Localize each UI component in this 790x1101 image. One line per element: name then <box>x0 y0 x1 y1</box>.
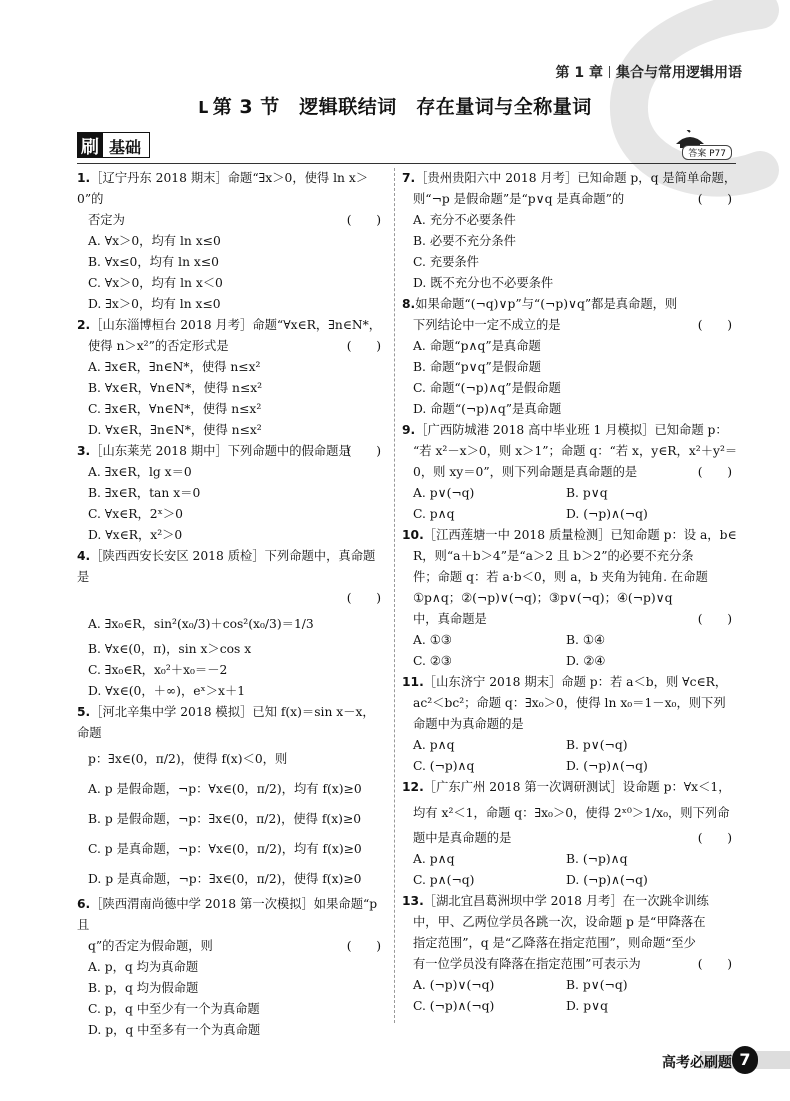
answer-blank: ( ) <box>697 612 732 626</box>
question-1 <box>77 168 387 315</box>
question-5 <box>77 702 387 894</box>
question-number: 12. <box>402 780 424 794</box>
question-text: 0，则 xy＝0”，则下列命题是真命题的是 <box>413 465 638 479</box>
option-c: C. 命题“(¬p)∧q”是假命题 <box>413 381 561 395</box>
option-b: B. (¬p)∧q <box>566 852 628 866</box>
question-text: 题中是真命题的是 <box>413 831 512 845</box>
option-b: B. ∃x∈R，tan x＝0 <box>88 486 201 500</box>
section-title <box>0 92 790 119</box>
question-3 <box>77 441 387 546</box>
section-title-text: 第 3 节 逻辑联结词 存在量词与全称量词 <box>212 96 592 118</box>
question-7 <box>402 168 738 294</box>
option-c: C. 充要条件 <box>413 255 479 269</box>
question-text: ①p∧q；②(¬p)∨(¬q)；③p∨(¬q)；④(¬p)∨q <box>413 591 673 605</box>
question-12 <box>402 777 738 891</box>
question-text: 使得 n＞x²”的否定形式是 <box>88 339 229 353</box>
option-c: C. ∃x₀∈R，x₀²＋x₀＝－2 <box>88 663 228 677</box>
option-c: C. ∀x＞0，均有 ln x＜0 <box>88 276 223 290</box>
question-text: ac²＜bc²；命题 q：∃x₀＞0，使得 ln x₀＝1－x₀，则下列 <box>413 696 726 710</box>
badge-jichu: 基础 <box>103 132 150 158</box>
option-a: A. (¬p)∨(¬q) <box>413 978 495 992</box>
option-c: C. ∃x∈R，∀n∈N*，使得 n≤x² <box>88 402 262 416</box>
option-c: C. ∀x∈R，2ˣ＞0 <box>88 507 183 521</box>
question-text: ［河北辛集中学 2018 模拟］已知 f(x)＝sin x－x，命题 <box>77 705 375 740</box>
question-number: 10. <box>402 528 424 542</box>
option-b: B. p∨(¬q) <box>566 738 628 752</box>
option-d: D. (¬p)∧(¬q) <box>566 507 648 521</box>
option-b: B. p 是假命题，¬p：∃x∈(0，π/2)，使得 f(x)≥0 <box>88 812 362 826</box>
question-6 <box>77 894 387 1041</box>
question-number: 11. <box>402 675 424 689</box>
basics-badge <box>77 132 150 158</box>
option-b: B. p∨q <box>566 486 608 500</box>
answer-blank: ( ) <box>697 957 732 971</box>
chapter-number: 第 1 章 <box>555 65 603 81</box>
question-text: 如果命题“(¬q)∨p”与“(¬p)∨q”都是真命题，则 <box>415 297 678 311</box>
option-b: B. ∀x∈R，∀n∈N*，使得 n≤x² <box>88 381 263 395</box>
option-d: D. ②④ <box>566 654 606 668</box>
page-number: 7 <box>732 1046 758 1074</box>
option-c: C. p，q 中至少有一个为真命题 <box>88 1002 260 1016</box>
question-text: “若 x²－x＞0，则 x＞1”；命题 q：“若 x，y∈R，x²＋y²＝ <box>413 444 738 458</box>
option-c: C. p 是真命题，¬p：∀x∈(0，π/2)，均有 f(x)≥0 <box>88 842 362 856</box>
question-number: 8. <box>402 297 416 311</box>
section-mark-icon: ᒪ <box>198 98 209 117</box>
answer-blank: ( ) <box>346 591 381 605</box>
question-text: 中，甲、乙两位学员各跳一次，设命题 p 是“甲降落在 <box>413 915 706 929</box>
question-text: ［湖北宜昌葛洲坝中学 2018 月考］在一次跳伞训练 <box>423 894 709 908</box>
option-a: A. 充分不必要条件 <box>413 213 516 227</box>
answer-reference <box>642 130 732 160</box>
question-text: p：∃x∈(0，π/2)，使得 f(x)＜0，则 <box>88 752 288 766</box>
question-text: 则“¬p 是假命题”是“p∨q 是真命题”的 <box>413 192 625 206</box>
option-d: D. p，q 中至多有一个为真命题 <box>88 1023 261 1037</box>
option-c: C. p∧q <box>413 507 455 521</box>
question-text: 指定范围”，q 是“乙降落在指定范围”，则命题“至少 <box>413 936 696 950</box>
answer-page-label: 答案 P77 <box>682 145 732 160</box>
question-number: 1. <box>77 171 91 185</box>
right-column <box>402 168 738 1017</box>
option-c: C. (¬p)∧q <box>413 759 475 773</box>
option-d: D. ∀x∈R，∃n∈N*，使得 n≤x² <box>88 423 262 437</box>
option-a: A. p∧q <box>413 738 455 752</box>
option-c: C. p∧(¬q) <box>413 873 475 887</box>
question-text: ［山东济宁 2018 期末］命题 p：若 a＜b，则 ∀c∈R， <box>423 675 728 689</box>
question-text: 命题中为真命题的是 <box>413 717 524 731</box>
answer-blank: ( ) <box>346 444 381 458</box>
question-text: 件；命题 q：若 a·b＜0，则 a，b 夹角为钝角. 在命题 <box>413 570 708 584</box>
option-a: A. ∃x∈R，lg x＝0 <box>88 465 192 479</box>
answer-blank: ( ) <box>346 339 381 353</box>
question-text: ［山东莱芜 2018 期中］下列命题中的假命题是 <box>90 444 351 458</box>
option-d: D. ∀x∈(0，＋∞)，eˣ＞x＋1 <box>88 684 246 698</box>
question-text: ［广东广州 2018 第一次调研测试］设命题 p：∀x＜1， <box>423 780 731 794</box>
question-9 <box>402 420 738 525</box>
question-text: ［广西防城港 2018 高中毕业班 1 月模拟］已知命题 p： <box>415 423 728 437</box>
question-4 <box>77 546 387 702</box>
option-a: A. p∨(¬q) <box>413 486 475 500</box>
option-a: A. 命题“p∧q”是真命题 <box>413 339 541 353</box>
column-divider <box>394 168 395 1023</box>
question-2 <box>77 315 387 441</box>
question-text: q”的否定为假命题，则 <box>88 939 213 953</box>
question-text: 均有 x²＜1，命题 q：∃x₀＞0，使得 2ˣ⁰＞1/x₀，则下列命 <box>413 806 730 820</box>
answer-blank: ( ) <box>697 465 732 479</box>
question-number: 9. <box>402 423 416 437</box>
question-number: 5. <box>77 705 91 719</box>
question-text: 否定为 <box>88 213 125 227</box>
option-b: B. 命题“p∨q”是假命题 <box>413 360 541 374</box>
chapter-title: 集合与常用逻辑用语 <box>616 65 742 81</box>
answer-blank: ( ) <box>697 318 732 332</box>
question-number: 4. <box>77 549 91 563</box>
option-a: A. ①③ <box>413 633 452 647</box>
option-a: A. p∧q <box>413 852 455 866</box>
option-b: B. 必要不充分条件 <box>413 234 516 248</box>
option-d: D. ∃x＞0，均有 ln x≤0 <box>88 297 221 311</box>
option-b: B. p，q 均为假命题 <box>88 981 199 995</box>
badge-shua: 刷 <box>77 132 103 158</box>
option-b: B. ①④ <box>566 633 605 647</box>
option-d: D. p∨q <box>566 999 608 1013</box>
answer-blank: ( ) <box>697 831 732 845</box>
footer-brand: 高考必刷题 <box>662 1055 732 1071</box>
option-d: D. (¬p)∧(¬q) <box>566 873 648 887</box>
question-text: ［贵州贵阳六中 2018 月考］已知命题 p，q 是简单命题， <box>415 171 737 185</box>
question-text: 下列结论中一定不成立的是 <box>413 318 561 332</box>
option-d: D. 既不充分也不必要条件 <box>413 276 554 290</box>
option-a: A. ∀x＞0，均有 ln x≤0 <box>88 234 221 248</box>
question-number: 6. <box>77 897 91 911</box>
option-b: B. ∀x∈(0，π)，sin x＞cos x <box>88 642 252 656</box>
option-d: D. p 是真命题，¬p：∃x∈(0，π/2)，使得 f(x)≥0 <box>88 872 362 886</box>
question-text: ［山东淄博桓台 2018 月考］命题“∀x∈R，∃n∈N*， <box>90 318 382 332</box>
question-13 <box>402 891 738 1017</box>
option-a: A. p，q 均为真命题 <box>88 960 199 974</box>
question-text: ［江西莲塘一中 2018 质量检测］已知命题 p：设 a，b∈ <box>423 528 737 542</box>
question-number: 13. <box>402 894 424 908</box>
question-text: ［辽宁丹东 2018 期末］命题“∃x＞0，使得 ln x＞0”的 <box>77 171 369 206</box>
option-c: C. ②③ <box>413 654 452 668</box>
question-text: ［陕西渭南尚德中学 2018 第一次模拟］如果命题“p 且 <box>77 897 378 932</box>
answer-blank: ( ) <box>697 192 732 206</box>
question-text: 中，真命题是 <box>413 612 487 626</box>
chapter-header <box>556 62 743 82</box>
answer-blank: ( ) <box>346 939 381 953</box>
left-column <box>77 168 387 1041</box>
option-a: A. p 是假命题，¬p：∀x∈(0，π/2)，均有 f(x)≥0 <box>88 782 362 796</box>
question-text: ［陕西西安长安区 2018 质检］下列命题中，真命题是 <box>77 549 376 584</box>
chapter-divider <box>609 66 610 78</box>
option-b: B. ∀x≤0，均有 ln x≤0 <box>88 255 219 269</box>
question-number: 2. <box>77 318 91 332</box>
option-d: D. ∀x∈R，x²＞0 <box>88 528 183 542</box>
question-text: 有一位学员没有降落在指定范围”可表示为 <box>413 957 641 971</box>
question-number: 3. <box>77 444 91 458</box>
question-text: R，则“a＋b＞4”是“a＞2 且 b＞2”的必要不充分条 <box>413 549 694 563</box>
option-a: A. ∃x₀∈R，sin²(x₀/3)＋cos²(x₀/3)＝1/3 <box>88 617 314 631</box>
option-a: A. ∃x∈R，∃n∈N*，使得 n≤x² <box>88 360 261 374</box>
option-c: C. (¬p)∧(¬q) <box>413 999 495 1013</box>
question-number: 7. <box>402 171 416 185</box>
option-d: D. (¬p)∧(¬q) <box>566 759 648 773</box>
answer-blank: ( ) <box>346 213 381 227</box>
question-11 <box>402 672 738 777</box>
option-d: D. 命题“(¬p)∧q”是真命题 <box>413 402 562 416</box>
header-rule <box>77 163 736 164</box>
question-8 <box>402 294 738 420</box>
question-10 <box>402 525 738 672</box>
option-b: B. p∨(¬q) <box>566 978 628 992</box>
